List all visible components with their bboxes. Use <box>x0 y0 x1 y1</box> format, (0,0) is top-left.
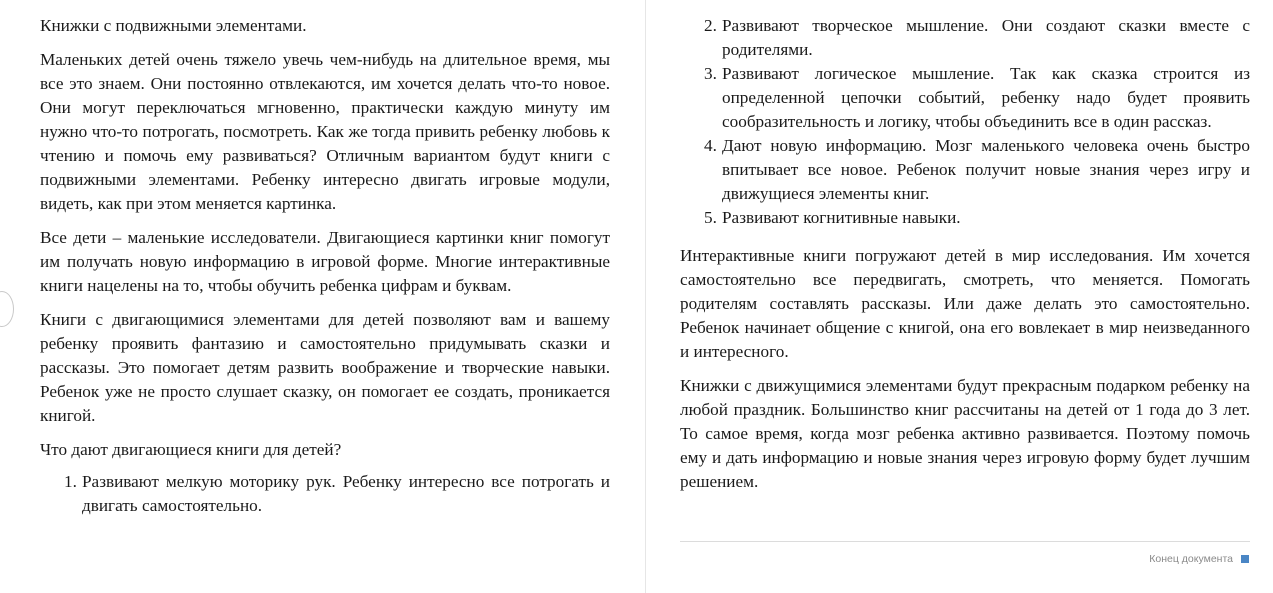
list-item <box>704 206 1250 230</box>
list-number: 5. <box>704 208 717 227</box>
paragraph: Книжки с движущимися элементами будут прекрасным подарком ребенку на любой праздник. Большинство книг рассчитаны на детей от 1 года до 3 лет. То самое время, когда мозг ребенка активно развивается. Поэтому помочь ему и дать информацию и новые знания через игровую форму будет лучшим решением. <box>680 376 1250 491</box>
list-text: Развивают мелкую моторику рук. Ребенку интересно все потрогать и двигать самостоятельно. <box>82 472 610 515</box>
list-item <box>704 14 1250 62</box>
list-number: 2. <box>704 16 717 35</box>
end-marker-icon <box>1241 555 1249 563</box>
list-number: 1. <box>64 472 77 491</box>
numbered-list <box>64 470 610 518</box>
paragraph: Все дети – маленькие исследователи. Двигающиеся картинки книг помогут им получать новую информацию в игровой форме. Многие интерактивные книги нацелены на то, чтобы обучить ребенка цифрам и буквам. <box>40 228 610 295</box>
end-of-document-rule <box>680 541 1250 542</box>
paragraph: Интерактивные книги погружают детей в мир исследования. Им хочется самостоятельно все передвигать, смотреть, что меняется. Помогать родителям составлять рассказы. Или даже делать это самостоятельно. Ребенок начинает общение с книгой, она его вовлекает в мир неизведанного и интересного. <box>680 246 1250 361</box>
left-column <box>40 14 610 518</box>
paragraph: Книги с двигающимися элементами для детей позволяют вам и вашему ребенку проявить фантазию и самостоятельно придумывать сказки и рассказы. Это помогает детям развить воображение и творческие навыки. Ребенок уже не просто слушает сказку, он помогает ее создать, проникается книгой. <box>40 310 610 425</box>
end-of-document-indicator <box>1149 553 1249 565</box>
list-text: Развивают творческое мышление. Они создают сказки вместе с родителями. <box>722 16 1250 59</box>
list-number: 3. <box>704 64 717 83</box>
numbered-list-continued <box>704 14 1250 230</box>
list-text: Развивают логическое мышление. Так как сказка строится из определенной цепочки событий, ребенку надо будет проявить сообразительность и логику, чтобы объединить все в один рассказ. <box>722 64 1250 131</box>
paragraph: Что дают двигающиеся книги для детей? <box>40 440 342 459</box>
paragraph: Маленьких детей очень тяжело увечь чем-нибудь на длительное время, мы все это знаем. Они постоянно отвлекаются, им хочется делать что-то новое. Они могут переключаться мгновенно, практически каждую минуту им нужно что-то потрогать, посмотреть. Как же тогда привить ребенку любовь к чтению и помочь ему развиваться? Отличным вариантом будут книги с подвижными элементами. Ребенку интересно двигать игровые модули, видеть, как при этом меняется картинка. <box>40 50 610 213</box>
list-item <box>64 470 610 518</box>
list-text: Дают новую информацию. Мозг маленького человека очень быстро впитывает все новое. Ребенок получит новые знания через игру и движущиеся элементы книг. <box>722 136 1250 203</box>
column-divider <box>645 0 646 593</box>
document-heading: Книжки с подвижными элементами. <box>40 16 307 35</box>
list-item <box>704 134 1250 206</box>
scroll-handle[interactable] <box>0 291 14 327</box>
end-of-document-label: Конец документа <box>1149 553 1233 565</box>
list-number: 4. <box>704 136 717 155</box>
list-text: Развивают когнитивные навыки. <box>722 208 961 227</box>
right-column <box>680 14 1250 504</box>
list-item <box>704 62 1250 134</box>
